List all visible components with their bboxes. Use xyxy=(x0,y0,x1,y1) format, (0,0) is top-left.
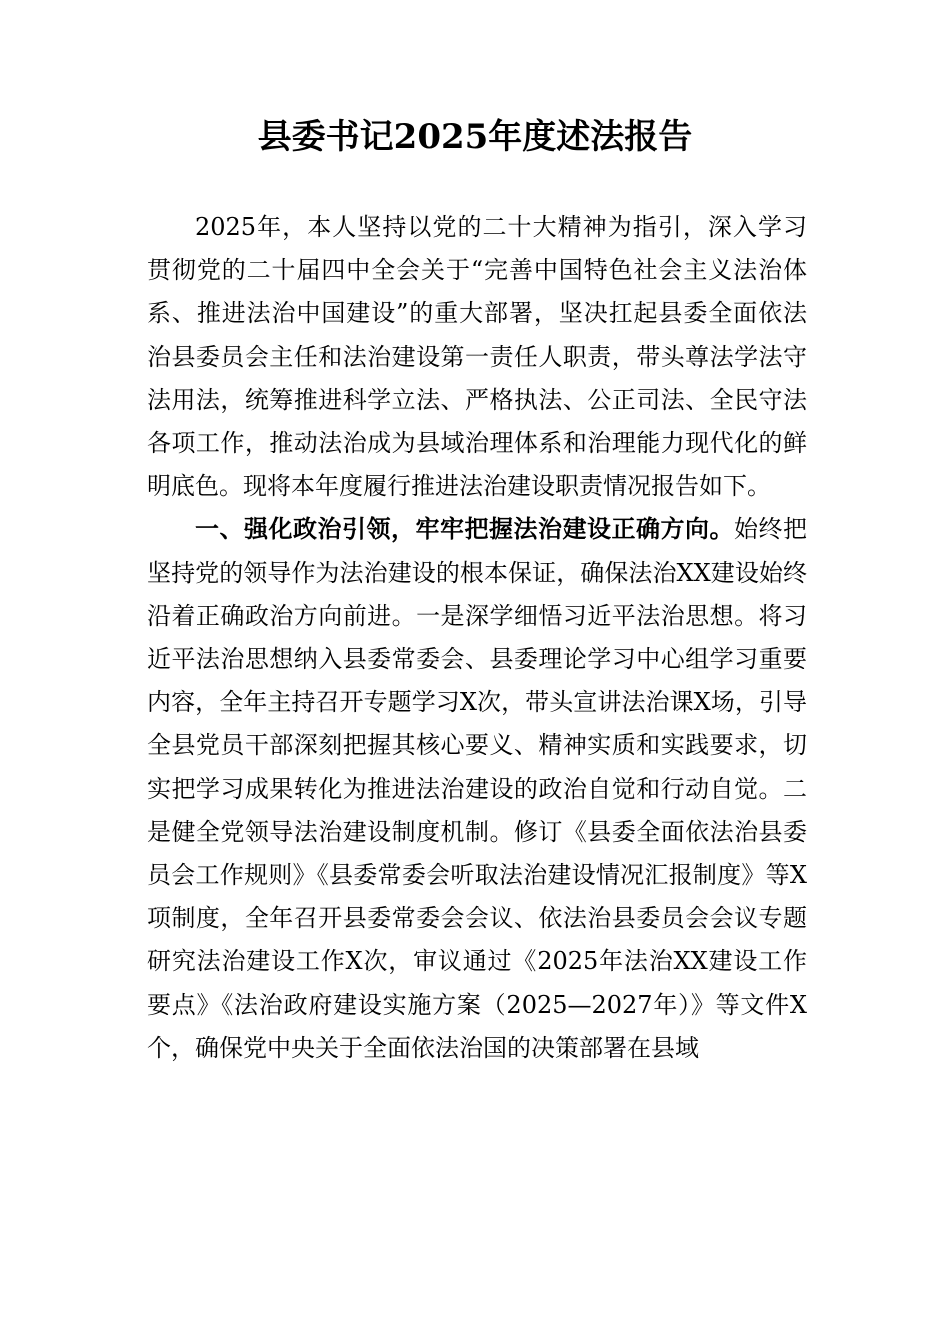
section-one-heading: 一、强化政治引领，牢牢把握法治建设正确方向。 xyxy=(195,515,734,544)
intro-paragraph xyxy=(147,206,807,508)
document-body xyxy=(147,206,807,1070)
intro-paragraph-text: 2025年，本人坚持以党的二十大精神为指引，深入学习贯彻党的二十届四中全会关于“完善中国特色社会主义法治体系、推进法治中国建设”的重大部署，坚决扛起县委全面依法治县委员会主任和法治建设第一责任人职责，带头尊法学法守法用法，统筹推进科学立法、严格执法、公正司法、全民守法各项工作，推动法治成为县域治理体系和治理能力现代化的鲜明底色。现将本年度履行推进法治建设职责情况报告如下。 xyxy=(147,213,807,501)
document-title: 县委书记2025年度述法报告 xyxy=(257,117,693,157)
section-one-text: 始终把坚持党的领导作为法治建设的根本保证，确保法治XX建设始终沿着正确政治方向前进。一是深学细悟习近平法治思想。将习近平法治思想纳入县委常委会、县委理论学习中心组学习重要内容，全年主持召开专题学习X次，带头宣讲法治课X场，引导全县党员干部深刻把握其核心要义、精神实质和实践要求，切实把学习成果转化为推进法治建设的政治自觉和行动自觉。二是健全党领导法治建设制度机制。修订《县委全面依法治县委员会工作规则》《县委常委会听取法治建设情况汇报制度》等X项制度，全年召开县委常委会会议、依法治县委员会会议专题研究法治建设工作X次，审议通过《2025年法治XX建设工作要点》《法治政府建设实施方案（2025—2027年）》等文件X个，确保党中央关于全面依法治国的决策部署在县域 xyxy=(147,515,807,1062)
section-one-paragraph xyxy=(147,508,807,1070)
